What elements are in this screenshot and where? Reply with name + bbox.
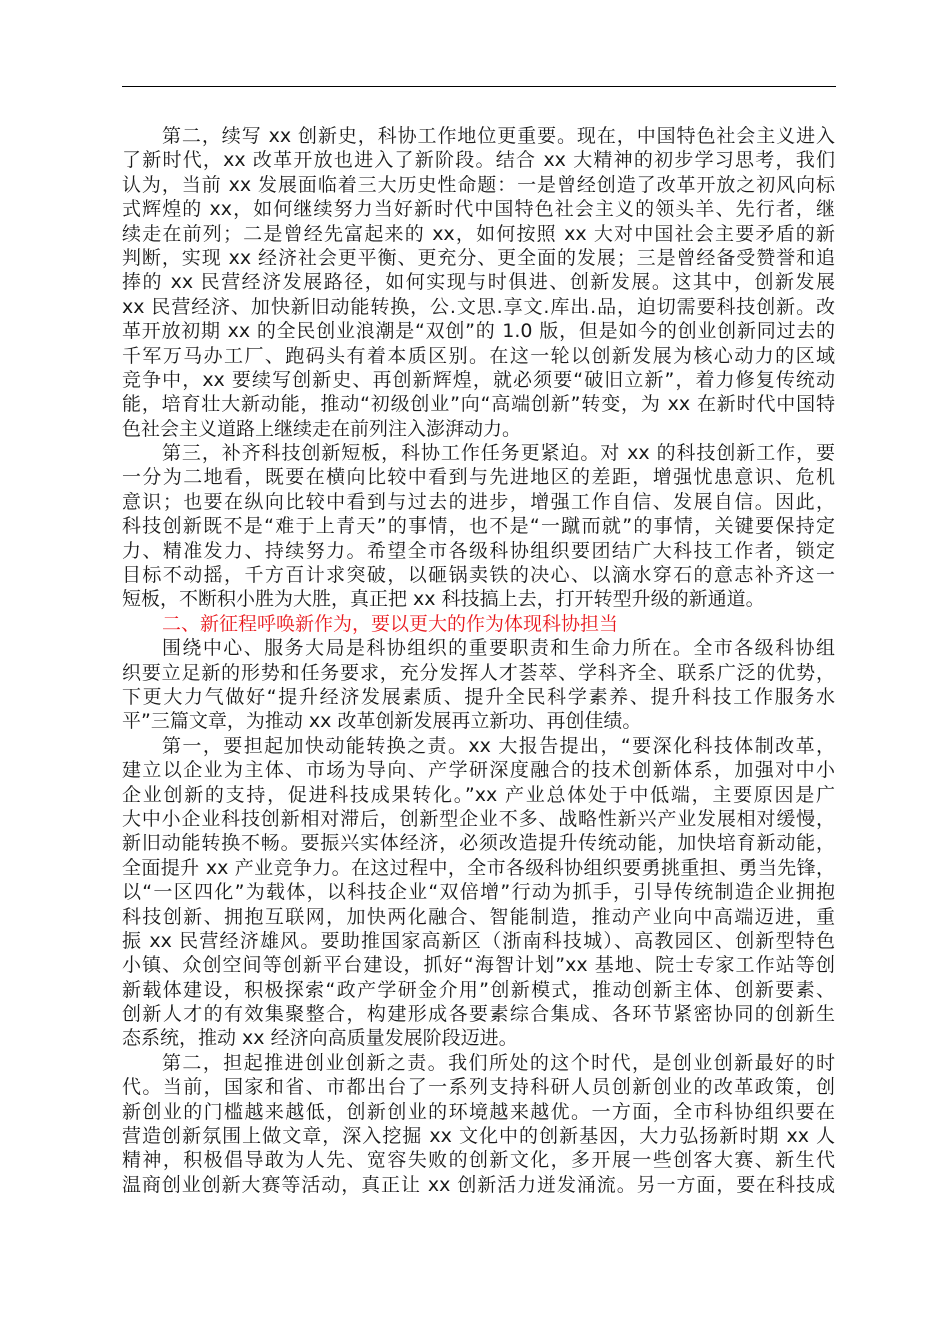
text-line: 判断，实现 xx 经济社会更平衡、更充分、更全面的发展；三是曾经备受赞誉和追 [122,246,835,269]
text-line: 意识；也要在纵向比较中看到与过去的进步，增强工作自信、发展自信。因此， [122,490,835,513]
text-line: 色社会主义道路上继续走在前列注入澎湃动力。 [122,417,522,440]
text-line: 企业创新的支持，促进科技成果转化。”xx 产业总体处于中低端，主要原因是广 [122,783,835,806]
text-line: 织要立足新的形势和任务要求，充分发挥人才荟萃、学科齐全、联系广泛的优势， [122,661,835,684]
text-line: 目标不动摇，千方百计求突破，以砸锅卖铁的决心、以滴水穿石的意志补齐这一 [122,564,835,587]
text-line: 创新人才的有效集聚整合，构建形成各要素综合集成、各环节紧密协同的创新生 [122,1003,835,1026]
text-line: 全面提升 xx 产业竞争力。在这过程中，全市各级科协组织要勇挑重担、勇当先锋， [122,856,835,879]
text-line: 革开放初期 xx 的全民创业浪潮是“双创”的 1.0 版，但是如今的创业创新同过去的 [122,320,835,343]
paragraph [122,441,835,612]
text-line: 一分为二地看，既要在横向比较中看到与先进地区的差距，增强忧患意识、危机 [122,466,835,489]
document-body [122,124,835,1197]
text-line: 续走在前列；二是曾经先富起来的 xx，如何按照 xx 大对中国社会主要矛盾的新 [122,222,835,245]
text-line: 了新时代，xx 改革开放也进入了新阶段。结合 xx 大精神的初步学习思考，我们 [122,149,835,172]
text-line: 千军万马办工厂、跑码头有着本质区别。在这一轮以创新发展为核心动力的区域 [122,344,835,367]
paragraph [122,124,835,441]
text-line: 第二，担起推进创业创新之责。我们所处的这个时代，是创业创新最好的时 [162,1051,835,1074]
header-rule [122,86,836,87]
text-line: 短板，不断积小胜为大胜，真正把 xx 科技搞上去，打开转型升级的新通道。 [122,588,765,611]
text-line: 态系统，推动 xx 经济向高质量发展阶段迈进。 [122,1027,518,1050]
text-line: 精神，积极倡导敢为人先、宽容失败的创新文化，多开展一些创客大赛、新生代 [122,1149,835,1172]
text-line: 围绕中心、服务大局是科协组织的重要职责和生命力所在。全市各级科协组 [162,637,835,660]
paragraph [122,636,835,734]
text-line: 平”三篇文章，为推动 xx 改革创新发展再立新功、再创佳绩。 [122,710,642,733]
text-line: 新创业的门槛越来越低，创新创业的环境越来越优。一方面，全市科协组织要在 [122,1100,835,1123]
text-line: 新载体建设，积极探索“政产学研金介用”创新模式，推动创新主体、创新要素、 [122,978,835,1001]
text-line: 力、精准发力、持续努力。希望全市各级科协组织要团结广大科技工作者，锁定 [122,539,835,562]
text-line: 认为，当前 xx 发展面临着三大历史性命题：一是曾经创造了改革开放之初风向标 [122,173,835,196]
text-line: 竞争中，xx 要续写创新史、再创新辉煌，就必须要“破旧立新”，着力修复传统动 [122,368,835,391]
text-line: 下更大力气做好“提升经济发展素质、提升全民科学素养、提升科技工作服务水 [122,685,835,708]
text-line: 新旧动能转换不畅。要振兴实体经济，必须改造提升传统动能，加快培育新动能， [122,832,835,855]
text-line: 第三，补齐科技创新短板，科协工作任务更紧迫。对 xx 的科技创新工作，要 [162,442,835,465]
text-line: 捧的 xx 民营经济发展路径，如何实现与时俱进、创新发展。这其中，创新发展 [122,271,835,294]
text-line: 小镇、众创空间等创新平台建设，抓好“海智计划”xx 基地、院士专家工作站等创 [122,954,835,977]
text-line: 第二，续写 xx 创新史，科协工作地位更重要。现在，中国特色社会主义进入 [162,125,835,147]
text-line: 第一，要担起加快动能转换之责。xx 大报告提出，“要深化科技体制改革， [162,734,835,757]
text-line: 式辉煌的 xx，如何继续努力当好新时代中国特色社会主义的领头羊、先行者，继 [122,198,835,221]
text-line: 代。当前，国家和省、市都出台了一系列支持科研人员创新创业的改革政策，创 [122,1076,835,1099]
paragraph [122,1051,835,1197]
text-line: 大中小企业科技创新相对滞后，创新型企业不多、战略性新兴产业发展相对缓慢， [122,807,835,830]
text-line: 科技创新、拥抱互联网，加快两化融合、智能制造，推动产业向中高端迈进，重 [122,905,835,928]
text-line: 振 xx 民营经济雄风。要助推国家高新区（浙南科技城）、高教园区、创新型特色 [122,929,835,952]
section-heading [122,612,835,636]
text-line: 建立以企业为主体、市场为导向、产学研深度融合的技术创新体系，加强对中小 [122,759,835,782]
text-line: 以“一区四化”为载体，以科技企业“双倍增”行动为抓手，引导传统制造企业拥抱 [122,881,835,904]
text-line: xx 民营经济、加快新旧动能转换，公.文思.享文.库出.品，迫切需要科技创新。改 [122,295,835,318]
text-line: 营造创新氛围上做文章，深入挖掘 xx 文化中的创新基因，大力弘扬新时期 xx 人 [122,1125,835,1148]
text-line: 科技创新既不是“难于上青天”的事情，也不是“一蹴而就”的事情，关键要保持定 [122,515,835,538]
heading-line: 二、新征程呼唤新作为，要以更大的作为体现科协担当 [162,612,619,635]
text-line: 温商创业创新大赛等活动，真正让 xx 创新活力迸发涌流。另一方面，要在科技成 [122,1173,835,1196]
paragraph [122,734,835,1051]
text-line: 能，培育壮大新动能，推动“初级创业”向“高端创新”转变，为 xx 在新时代中国特 [122,393,835,416]
